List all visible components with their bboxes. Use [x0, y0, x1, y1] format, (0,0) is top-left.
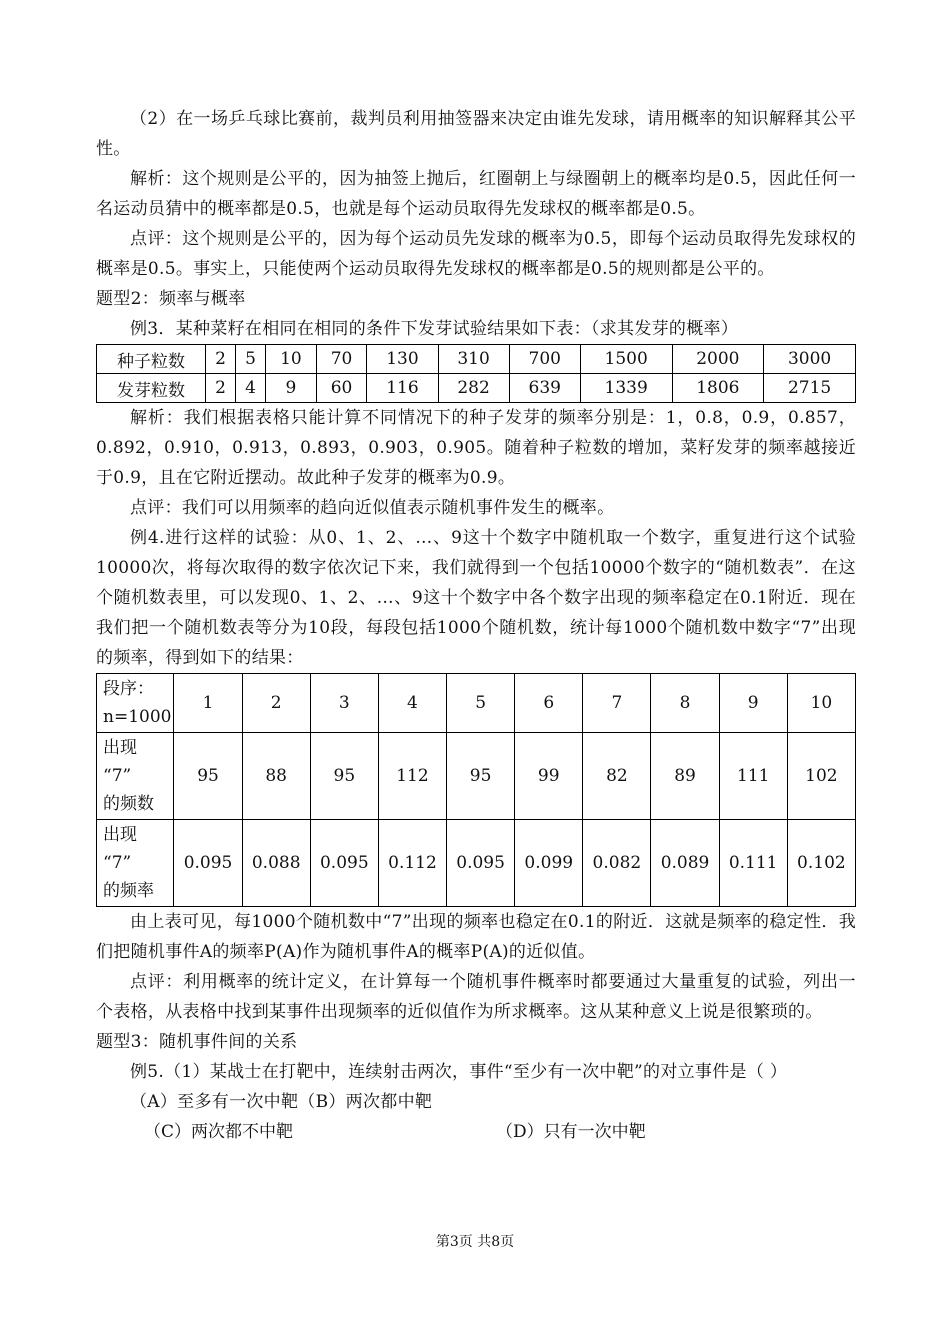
table-row-label	[97, 733, 174, 820]
table-cell: 0.112	[378, 820, 446, 907]
table-cell: 282	[438, 374, 509, 403]
page-footer: 第3页 共8页	[435, 1234, 515, 1250]
table-cell: 89	[651, 733, 719, 820]
table-row	[97, 345, 856, 374]
table-cell: 5	[236, 345, 266, 374]
paragraph-comment-3: 点评：利用概率的统计定义，在计算每一个随机事件概率时都要通过大量重复的试验，列出一个表格，从表格中找到某事件出现频率的近似值作为所求概率。这从某种意义上说是很繁琐的。	[96, 972, 856, 1022]
table-row	[97, 733, 856, 820]
table-cell: 95	[310, 733, 378, 820]
table-cell: 116	[367, 374, 438, 403]
table-cell: 70	[316, 345, 367, 374]
option-d: （D）只有一次中靶	[496, 1122, 646, 1142]
table-cell: 0.082	[583, 820, 651, 907]
table-cell: 4	[378, 674, 446, 733]
table-cell: 0.095	[310, 820, 378, 907]
paragraph-example-3: 例3．某种菜籽在相同在相同的条件下发芽试验结果如下表：（求其发芽的概率）	[130, 319, 739, 339]
paragraph-analysis: 解析：这个规则是公平的，因为抽签上抛后，红圈朝上与绿圈朝上的概率均是0.5，因此任何一名运动员猜中的概率都是0.5，也就是每个运动员取得先发球权的概率都是0.5。	[96, 169, 856, 219]
table-cell: 0.099	[515, 820, 583, 907]
table-cell: 9	[266, 374, 317, 403]
label-line: 的频率	[103, 881, 154, 901]
table-cell: 0.095	[447, 820, 515, 907]
table-cell: 0.089	[651, 820, 719, 907]
table-cell: 639	[509, 374, 580, 403]
table-cell: 5	[447, 674, 515, 733]
table-cell: 7	[583, 674, 651, 733]
label-line: “7”	[103, 853, 132, 873]
table-cell: 1500	[580, 345, 672, 374]
options-a-b: （A）至多有一次中靶（B）两次都中靶	[130, 1092, 433, 1112]
table-cell: 88	[242, 733, 310, 820]
table-cell: 6	[515, 674, 583, 733]
table-cell: 102	[787, 733, 855, 820]
paragraph-comment-2: 点评：我们可以用频率的趋向近似值表示随机事件发生的概率。	[130, 498, 615, 518]
table-cell: 1339	[580, 374, 672, 403]
table-cell: 60	[316, 374, 367, 403]
paragraph-question-2: （2）在一场乒乓球比赛前，裁判员利用抽签器来决定由谁先发球，请用概率的知识解释其公平性。	[96, 109, 856, 159]
table-cell: 2	[206, 374, 236, 403]
table-cell: 4	[236, 374, 266, 403]
paragraph-comment: 点评：这个规则是公平的，因为每个运动员先发球的概率为0.5，即每个运动员取得先发球权的概率是0.5。事实上，只能使两个运动员取得先发球权的概率都是0.5的规则都是公平的。	[96, 229, 856, 279]
table-cell: 0.088	[242, 820, 310, 907]
label-line: 出现	[103, 825, 137, 845]
section-heading-2: 题型2：频率与概率	[96, 289, 246, 309]
table-cell: 112	[378, 733, 446, 820]
table-cell: 8	[651, 674, 719, 733]
label-line: “7”	[103, 766, 132, 786]
table-row-label	[97, 674, 174, 733]
random-digit-frequency-table	[96, 673, 856, 907]
label-line: 段序：	[103, 679, 154, 699]
label-line: n=1000	[103, 707, 172, 727]
table-cell: 0.095	[174, 820, 242, 907]
paragraph-example-4: 例4.进行这样的试验：从0、1、2、…、9这十个数字中随机取一个数字，重复进行这个试验10000次，将每次取得的数字依次记下来，我们就得到一个包括10000个数字的“随机数表”．在这个随机数表里，可以发现0、1、2、…、9这十个数字中各个数字出现的频率稳定在0.1附近．现在我们把一个随机数表等分为10段，每段包括1000个随机数，统计每1000个随机数中数字“7”出现的频率，得到如下的结果：	[96, 528, 856, 668]
table-row-label: 发芽粒数	[97, 374, 206, 403]
section-heading-3: 题型3：随机事件间的关系	[96, 1032, 298, 1052]
table-cell: 2000	[672, 345, 764, 374]
label-line: 的频数	[103, 794, 154, 814]
table-cell: 130	[367, 345, 438, 374]
seed-germination-table	[96, 344, 856, 403]
table-row	[97, 374, 856, 403]
paragraph-analysis-2: 解析：我们根据表格只能计算不同情况下的种子发芽的频率分别是：1，0.8，0.9，0.857，0.892，0.910，0.913，0.893，0.903，0.905。随着种子粒数的增加，菜籽发芽的频率越接近于0.9，且在它附近摆动。故此种子发芽的概率为0.9。	[96, 408, 856, 488]
paragraph-conclusion: 由上表可见，每1000个随机数中“7”出现的频率也稳定在0.1的附近．这就是频率的稳定性．我们把随机事件A的频率P(A)作为随机事件A的概率P(A)的近似值。	[96, 912, 856, 962]
page-content	[96, 104, 856, 1147]
options-c-d	[96, 1117, 856, 1147]
table-cell: 95	[447, 733, 515, 820]
table-cell: 1	[174, 674, 242, 733]
table-cell: 0.111	[719, 820, 787, 907]
table-cell: 95	[174, 733, 242, 820]
table-cell: 1806	[672, 374, 764, 403]
table-cell: 3000	[764, 345, 856, 374]
table-cell: 3	[310, 674, 378, 733]
paragraph-example-5: 例5.（1）某战士在打靶中，连续射击两次，事件“至少有一次中靶”的对立事件是（ ）	[130, 1062, 788, 1082]
table-cell: 10	[266, 345, 317, 374]
label-line: 出现	[103, 738, 137, 758]
table-cell: 99	[515, 733, 583, 820]
table-cell: 700	[509, 345, 580, 374]
table-cell: 111	[719, 733, 787, 820]
table-cell: 310	[438, 345, 509, 374]
table-cell: 2	[242, 674, 310, 733]
table-cell: 82	[583, 733, 651, 820]
table-row	[97, 674, 856, 733]
option-c: （C）两次都不中靶	[144, 1122, 294, 1142]
table-row-label	[97, 820, 174, 907]
table-cell: 2715	[764, 374, 856, 403]
table-cell: 9	[719, 674, 787, 733]
table-row-label: 种子粒数	[97, 345, 206, 374]
table-row	[97, 820, 856, 907]
table-cell: 0.102	[787, 820, 855, 907]
table-cell: 10	[787, 674, 855, 733]
table-cell: 2	[206, 345, 236, 374]
